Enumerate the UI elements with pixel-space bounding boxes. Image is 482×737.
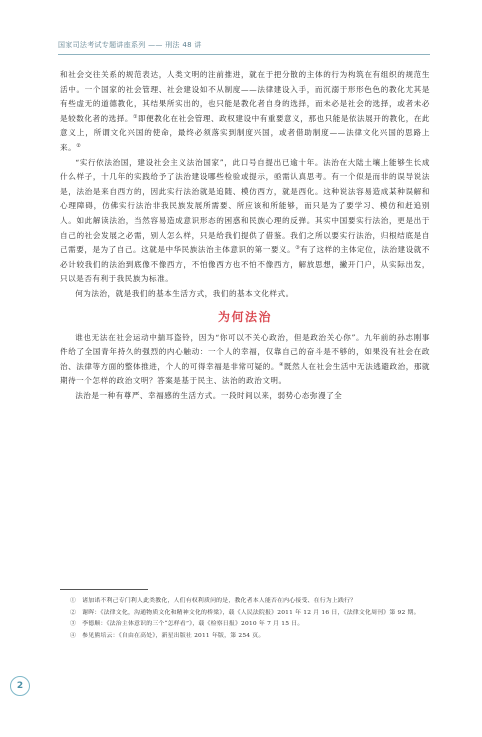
footnote-ref: ④ [279, 361, 285, 368]
header-rule [58, 54, 430, 55]
footnote: ④ 参见熊培云：《自由在高处》，新星出版社 2011 年版，第 254 页。 [70, 632, 265, 639]
footnote: ② 谢晖：《法律文化，沟通物质文化和精神文化的桥梁》，载《人民法院报》2011 年 12 月 16 日，《法律文化周刊》第 92 期。 [70, 609, 420, 616]
page-number: 2 [10, 676, 30, 696]
footnote: ① 诸加诺不利己专门利人此类教化，人们有权利质问的是，教化者本人能否在内心接受、在行为上践行？ [70, 598, 357, 604]
footnote-ref: ③ [295, 245, 301, 252]
section-title: 为何法治 [217, 309, 272, 324]
paragraph: “实行依法治国，建设社会主义法治国家”，此口号自提出已逾十年。法治在大陆土壤上能够生长成什么样子，十几年的实践给予了法治建设哪些检验或提示，亟需认真思考。有一个似是而非的误导说法是，法治是来自西方的，因此实行法治就是追随、模仿西方，就是西化。这种说法容易造成某种误解和心理障碍，仿佛实行法治非我民族发展所需要、所应该和所能够，而只是为了要学习、模仿和赶追别人。如此解读法治，当然容易造成意识形态的困惑和民族心理的反弹。其实中国要实行法治，更是出于自己的社会发展之必需，别人怎么样，只是给我们提供了借鉴。我们之所以要实行法治，归根结底是自己需要，是为了自己。这就是中华民族法治主体意识的第一要义。③有了这样的主体定位，法治建设就不必计较我们的法治到底像不像西方，不怕像西方也不怕不像西方，解放思想，撇开门户，从实际出发，只以是否有利于我民族为标准。 [60, 157, 431, 284]
footnote-ref: ② [76, 142, 82, 149]
main-text [60, 68, 430, 403]
footnotes [60, 596, 432, 642]
footnote: ③ 李德顺：《法治主体意识的三个“怎样看”》，载《检察日报》2010 年 7 月 15 日。 [70, 621, 304, 627]
footnote-rule [60, 589, 148, 590]
running-header: 国家司法考试专题讲座系列 —— 刑法 48 讲 [58, 41, 202, 49]
paragraph: 法治是一种有尊严、幸福感的生活方式。一段时间以来，弱势心态弥漫了全 [75, 390, 343, 400]
footnote-ref: ① [133, 113, 139, 120]
paragraph: 何为法治，就是我们的基本生活方式，我们的基本文化样式。 [75, 288, 294, 298]
paragraph: 谁也无法在社会运动中揣耳盗铃，因为“你可以不关心政治，但是政治关心你”。九年前的孙志刚事件给了全国青年持久的强烈的内心触动：一个人的幸福，仅靠自己的奋斗是不够的，如果没有社会在政治、法律等方面的整体推进，个人的可得幸福是非常可疑的。④既然人在社会生活中无法逃避政治，那就期待一个怎样的政治文明？答案是基于民主、法治的政治文明。 [60, 332, 431, 386]
paragraph: 和社会交往关系的规范表达，人类文明的注前推进，就在于把分散的主体的行为构筑在有组织的规范生活中。一个国家的社会管理、社会建设如不从制度——法律建设入手，而沉溺于形形色色的教化尤其是有些虚无的道德教化，其结果所实出的，也只能是教化者自身的选择，而未必是社会的选择，或者未必是较数化者的选择。①即便教化在社会管理、政权建设中有重要意义，那也只能是依法展开的教化，在此意义上，所谓文化兴国的使命，最终必须落实到制度兴国，或者借助制度——法律文化兴国的思路上来。② [60, 70, 431, 152]
